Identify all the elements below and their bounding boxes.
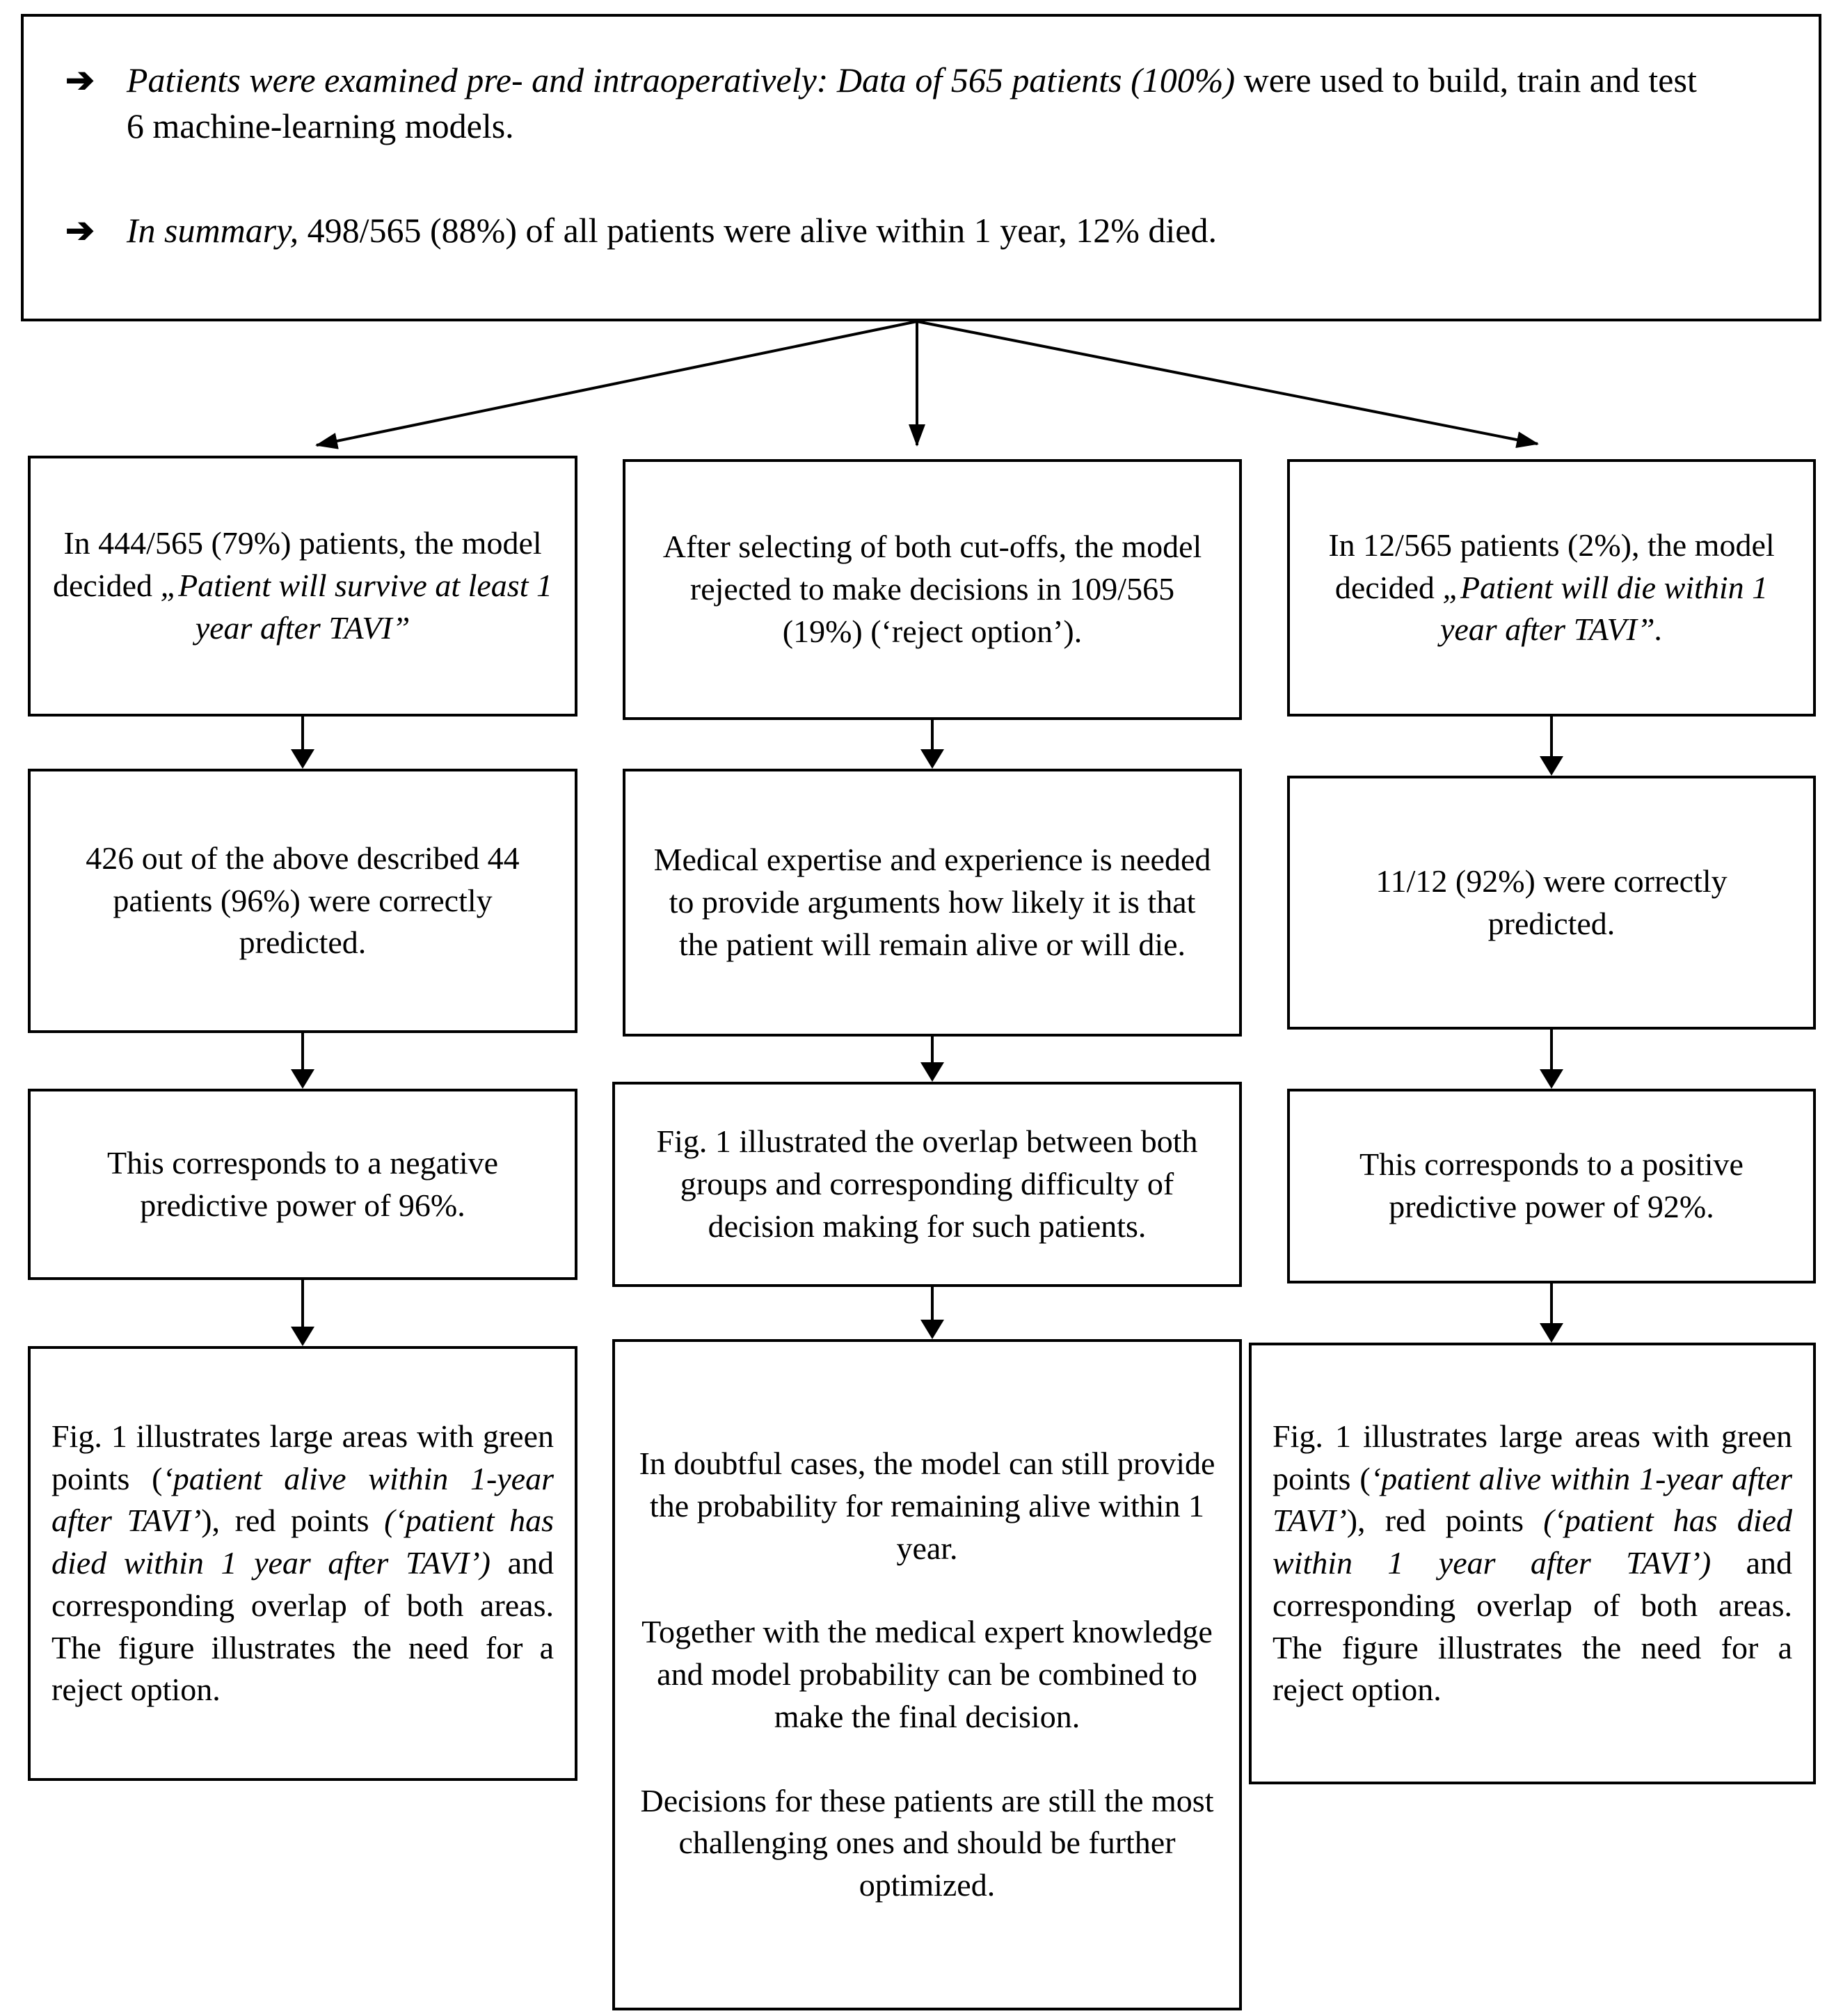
middle-box-4-paragraph-3: Decisions for these patients are still the most challenging ones and should be further optimized. xyxy=(640,1782,1214,1903)
right-box-4-text: Fig. 1 illustrates large areas with green points (‘patient alive within 1-year after TAVI’), red points (‘patient has died within 1 year after TAVI’) and corresponding overlap of both areas. The figure illustrates the need for a reject option. xyxy=(1272,1418,1793,1708)
arrow-middle-3 xyxy=(931,1287,934,1320)
left-box-1-text: In 444/565 (79%) patients, the model decided „Patient will survive at least 1 year after TAVI” xyxy=(53,525,552,646)
bullet-item-2 xyxy=(65,207,1217,253)
left-box-4-text: Fig. 1 illustrates large areas with green points (‘patient alive within 1-year after TAVI’), red points (‘patient has died within 1 year after TAVI’) and corresponding overlap of both areas. The figure illustrates the need for a reject option. xyxy=(51,1418,555,1708)
left-box-3 xyxy=(28,1089,577,1280)
right-box-2-text: 11/12 (92%) were correctly predicted. xyxy=(1375,863,1728,941)
middle-box-2-text: Medical expertise and experience is needed to provide arguments how likely it is that the patient will remain alive or will die. xyxy=(653,842,1211,962)
arrow-left-3 xyxy=(301,1280,304,1327)
left-box-4 xyxy=(28,1346,577,1781)
bullet-arrow-icon: ➔ xyxy=(65,61,95,99)
arrow-middle-1 xyxy=(931,720,934,749)
left-box-3-text: This corresponds to a negative predictive power of 96%. xyxy=(106,1144,499,1223)
arrow-right-3 xyxy=(1550,1283,1553,1323)
middle-box-3-text: Fig. 1 illustrated the overlap between both groups and corresponding difficulty of decision making for such patients. xyxy=(656,1123,1198,1244)
arrow-middle-2 xyxy=(931,1037,934,1062)
arrow-left-2 xyxy=(301,1033,304,1069)
middle-box-4-text xyxy=(636,1443,1218,1906)
middle-box-4 xyxy=(612,1339,1242,2010)
arrow-right-1 xyxy=(1550,717,1553,756)
bullet-2-text: In summary, 498/565 (88%) of all patients were alive within 1 year, 12% died. xyxy=(126,211,1217,250)
middle-box-2 xyxy=(623,769,1242,1037)
middle-box-1 xyxy=(623,459,1242,720)
left-box-2-text: 426 out of the above described 44 patients (96%) were correctly predicted. xyxy=(86,840,520,961)
middle-box-3 xyxy=(612,1082,1242,1287)
right-box-2 xyxy=(1287,776,1816,1030)
bullet-item-1 xyxy=(65,57,1713,149)
right-box-1 xyxy=(1287,459,1816,717)
bullet-arrow-icon: ➔ xyxy=(65,211,95,250)
middle-box-4-paragraph-2: Together with the medical expert knowledge and model probability can be combined to make the final decision. xyxy=(641,1614,1213,1734)
bullet-1-text: Patients were examined pre- and intraoperatively: Data of 565 patients (100%) were used to build, train and test 6 machine-learning models. xyxy=(126,61,1697,145)
arrow-left-1 xyxy=(301,717,304,749)
left-box-1 xyxy=(28,456,577,717)
right-box-3 xyxy=(1287,1089,1816,1283)
right-box-1-text: In 12/565 patients (2%), the model decided „Patient will die within 1 year after TAVI”. xyxy=(1328,527,1775,648)
middle-box-1-text: After selecting of both cut-offs, the model rejected to make decisions in 109/565 (19%) (‘reject option’). xyxy=(662,529,1202,649)
right-box-3-text: This corresponds to a positive predictive power of 92%. xyxy=(1359,1146,1744,1224)
summary-box xyxy=(21,14,1821,321)
right-box-4 xyxy=(1249,1343,1816,1784)
left-box-2 xyxy=(28,769,577,1033)
arrow-right-2 xyxy=(1550,1030,1553,1069)
middle-box-4-paragraph-1: In doubtful cases, the model can still provide the probability for remaining alive within 1 year. xyxy=(639,1446,1215,1566)
